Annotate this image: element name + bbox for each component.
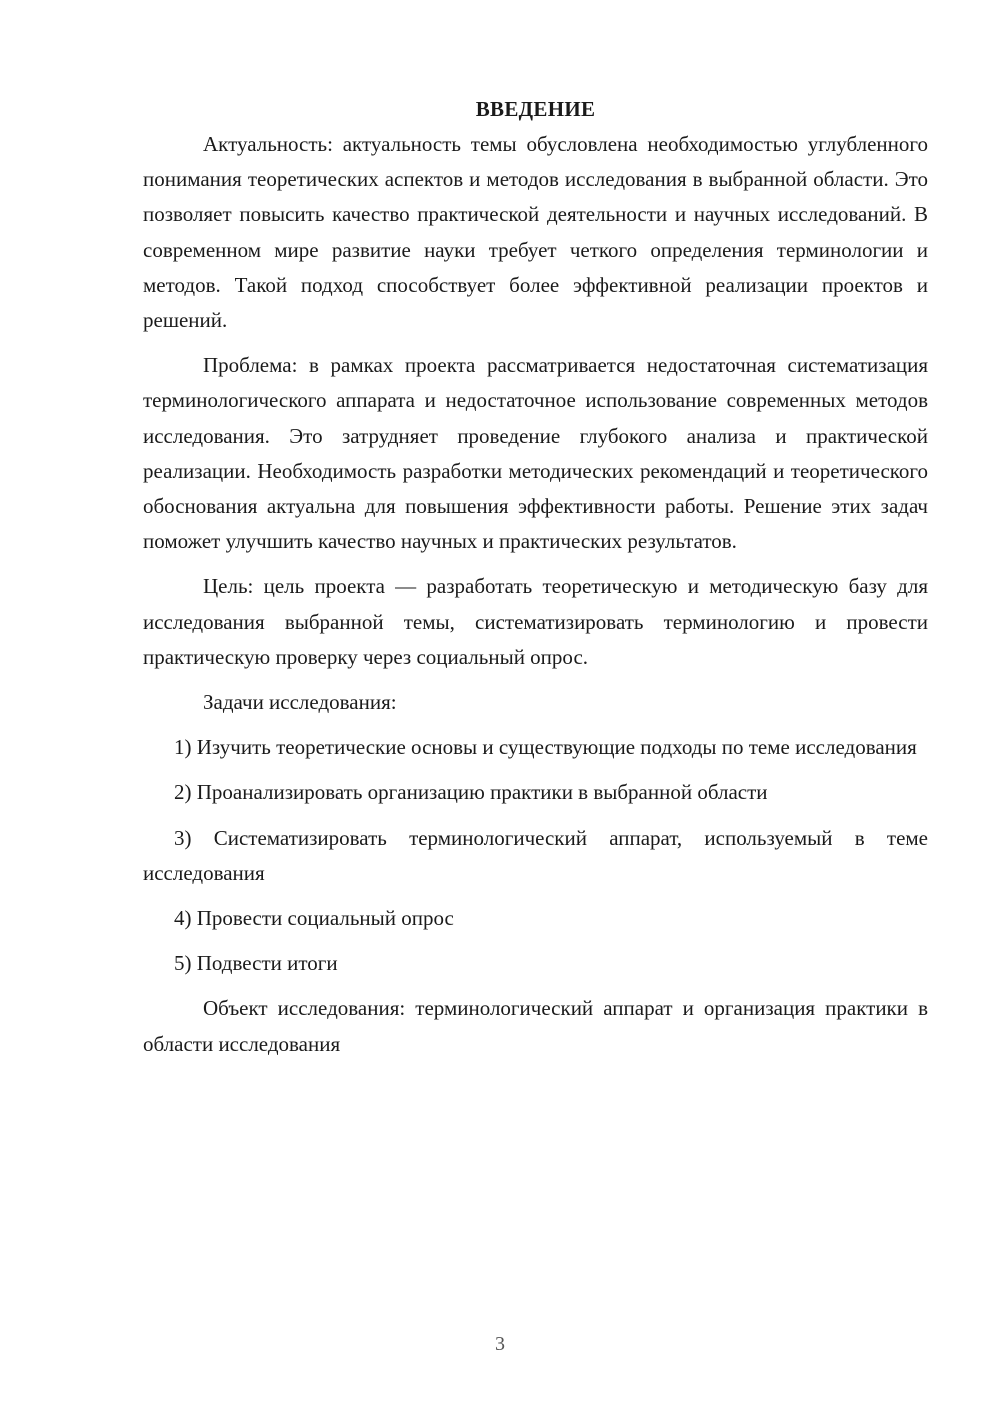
task-item-4: 4) Провести социальный опрос bbox=[174, 906, 454, 931]
section-heading: ВВЕДЕНИЕ bbox=[475, 97, 596, 121]
task-item-1: 1) Изучить теоретические основы и существующие подходы по теме исследования bbox=[174, 735, 917, 760]
paragraph-object: Объект исследования: терминологический аппарат и организация практики в области исследования bbox=[143, 996, 928, 1056]
task-item-5: 5) Подвести итоги bbox=[174, 951, 338, 976]
task-item-3: 3) Систематизировать терминологический аппарат, используемый в теме исследования bbox=[143, 825, 928, 885]
paragraph-problem: Проблема: в рамках проекта рассматривается недостаточная систематизация терминологического аппарата и недостаточное использование современных методов исследования. Это затрудняет проведение глубокого анализа и практической реализации. Необходимость разработки методических рекомендаций и теоретического обоснования актуальна для повышения эффективности работы. Решение этих задач поможет улучшить качество научных и практических результатов. bbox=[143, 353, 928, 554]
paragraph-relevance: Актуальность: актуальность темы обусловлена необходимостью углубленного понимания теоретических аспектов и методов исследования в выбранной области. Это позволяет повысить качество практической деятельности и научных исследований. В современном мире развитие науки требует четкого определения терминологии и методов. Такой подход способствует более эффективной реализации проектов и решений. bbox=[143, 132, 928, 333]
task-item-2: 2) Проанализировать организацию практики в выбранной области bbox=[174, 780, 768, 805]
paragraph-goal: Цель: цель проекта — разработать теоретическую и методическую базу для исследования выбранной темы, систематизировать терминологию и провести практическую проверку через социальный опрос. bbox=[143, 574, 928, 669]
document-page bbox=[143, 92, 928, 1072]
tasks-heading: Задачи исследования: bbox=[203, 690, 397, 715]
page-number: 3 bbox=[495, 1333, 505, 1355]
